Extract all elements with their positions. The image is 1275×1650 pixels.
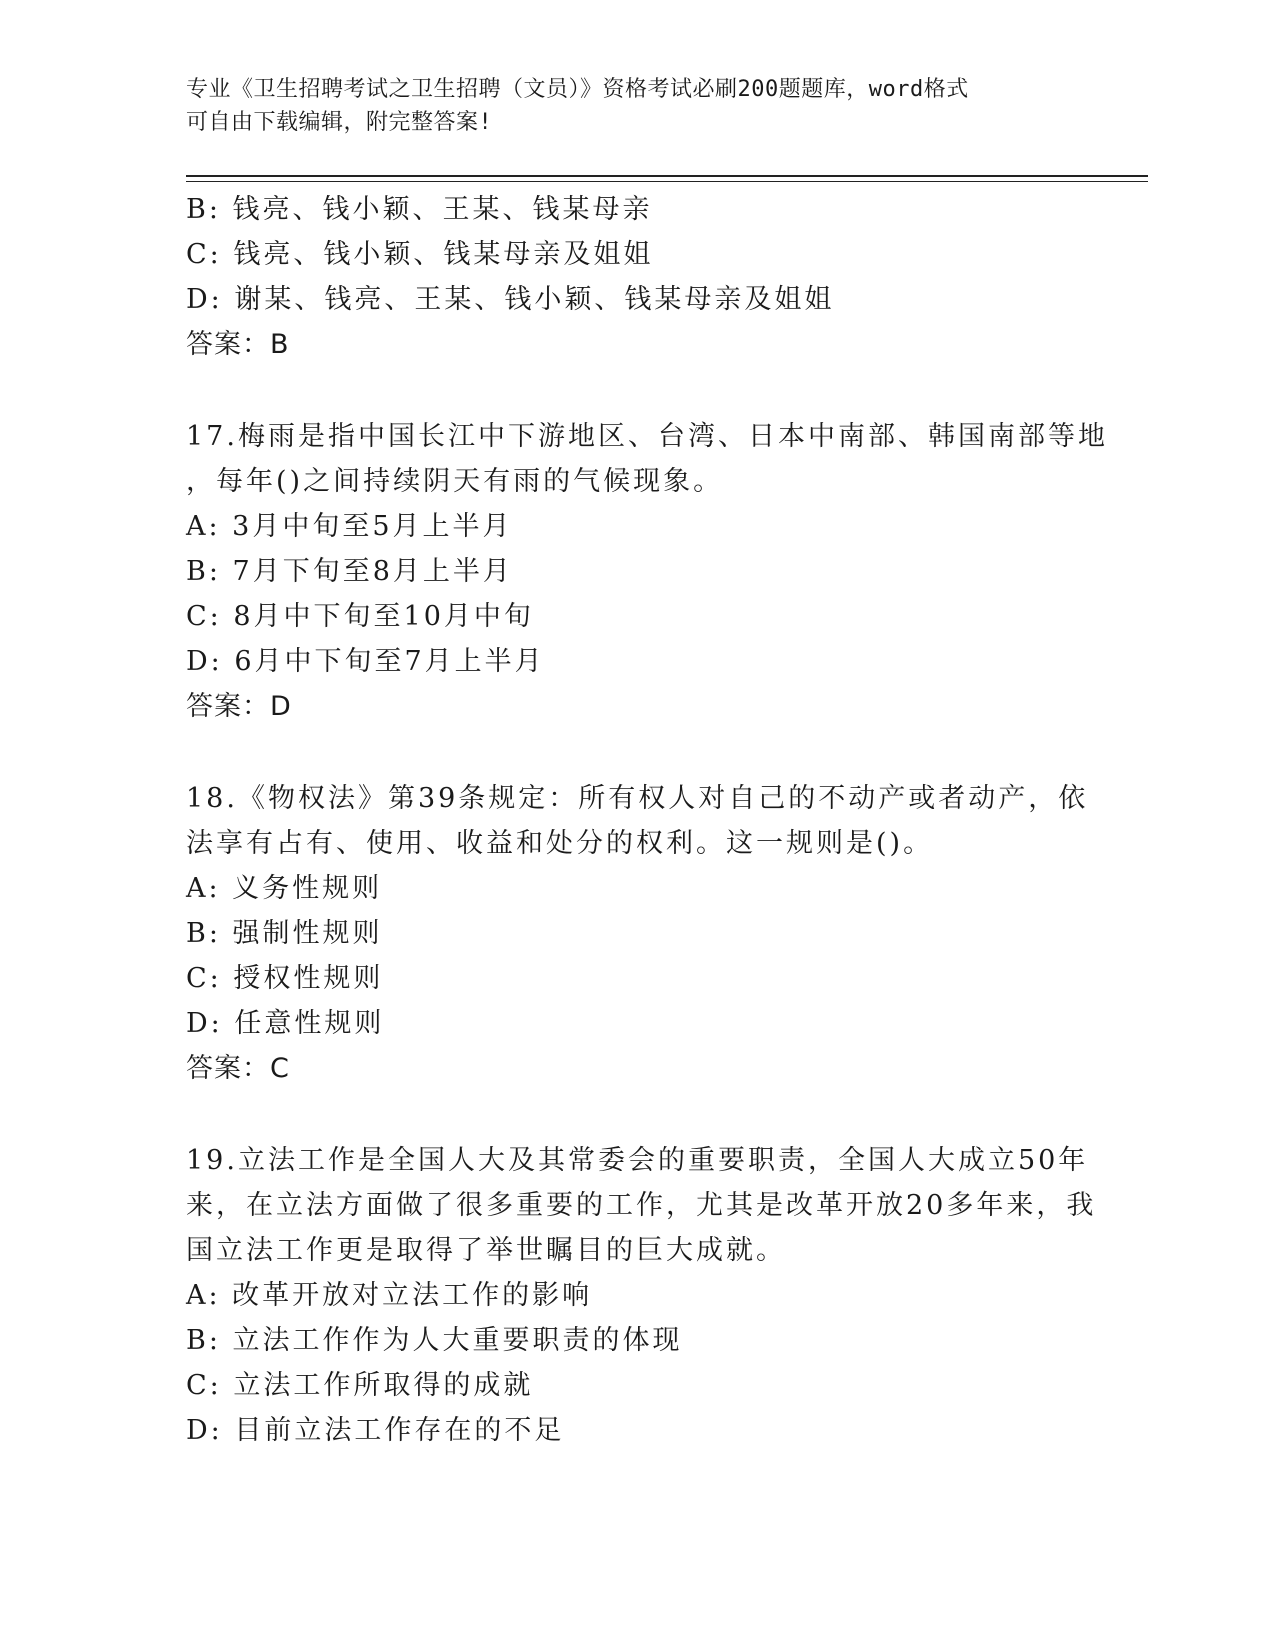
spacer xyxy=(186,367,1086,414)
header-divider-thin xyxy=(186,181,1148,182)
question-19 xyxy=(186,1138,1097,1453)
option-b: B: 立法工作作为人大重要职责的体现 xyxy=(186,1325,683,1356)
header-line-2: 可自由下载编辑，附完整答案! xyxy=(186,110,493,135)
question-stem-line: 来，在立法方面做了很多重要的工作，尤其是改革开放20多年来，我 xyxy=(186,1190,1097,1221)
spacer xyxy=(186,1091,1086,1138)
option-a: A: 改革开放对立法工作的影响 xyxy=(186,1280,593,1311)
option-c: C: 立法工作所取得的成就 xyxy=(186,1370,534,1401)
document-header xyxy=(186,73,1086,139)
question-stem-line: 法享有占有、使用、收益和处分的权利。这一规则是()。 xyxy=(186,828,934,859)
option-c: C: 授权性规则 xyxy=(186,963,384,994)
answer: 答案：C xyxy=(186,1053,290,1084)
option-a: A: 3月中旬至5月上半月 xyxy=(186,511,513,542)
question-17 xyxy=(186,414,1108,729)
question-16-continued xyxy=(186,187,1086,367)
option-d: D: 目前立法工作存在的不足 xyxy=(186,1415,565,1446)
question-stem-line: 17.梅雨是指中国长江中下游地区、台湾、日本中南部、韩国南部等地 xyxy=(186,421,1108,452)
question-content xyxy=(186,187,1108,1453)
question-stem-line: 19.立法工作是全国人大及其常委会的重要职责，全国人大成立50年 xyxy=(186,1145,1089,1176)
header-divider-thick xyxy=(186,175,1148,177)
spacer xyxy=(186,729,1086,776)
question-stem-line: ，每年()之间持续阴天有雨的气候现象。 xyxy=(186,466,724,497)
option-a: A: 义务性规则 xyxy=(186,873,383,904)
question-stem-line: 18.《物权法》第39条规定：所有权人对自己的不动产或者动产，依 xyxy=(186,783,1089,814)
option-d: D: 谢某、钱亮、王某、钱小颖、钱某母亲及姐姐 xyxy=(186,284,835,315)
option-d: D: 任意性规则 xyxy=(186,1008,385,1039)
option-b: B: 7月下旬至8月上半月 xyxy=(186,556,513,587)
option-c: C: 8月中下旬至10月中旬 xyxy=(186,601,534,632)
option-c: C: 钱亮、钱小颖、钱某母亲及姐姐 xyxy=(186,239,654,270)
question-stem-line: 国立法工作更是取得了举世瞩目的巨大成就。 xyxy=(186,1235,786,1266)
option-b: B: 强制性规则 xyxy=(186,918,383,949)
header-line-1: 专业《卫生招聘考试之卫生招聘（文员）》资格考试必刷200题题库，word格式 xyxy=(186,77,969,102)
option-d: D: 6月中下旬至7月上半月 xyxy=(186,646,545,677)
question-18 xyxy=(186,776,1089,1091)
answer: 答案：B xyxy=(186,329,290,360)
option-b: B: 钱亮、钱小颖、王某、钱某母亲 xyxy=(186,194,653,225)
answer: 答案：D xyxy=(186,691,292,722)
